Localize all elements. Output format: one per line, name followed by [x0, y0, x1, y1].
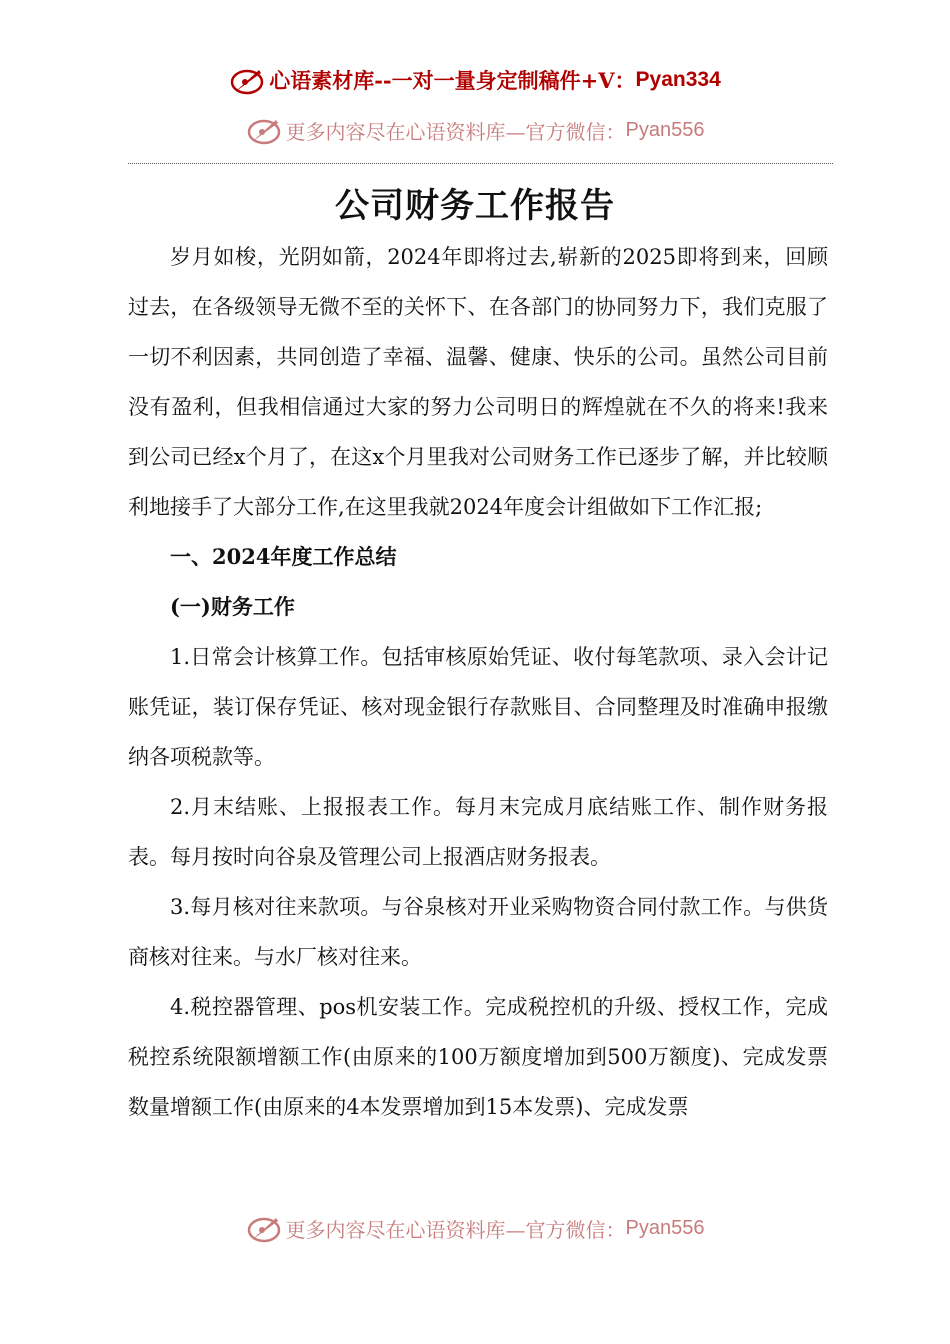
- quill-logo-icon: [246, 1212, 284, 1244]
- header-contact-id: Pyan334: [635, 68, 721, 91]
- footer-contact-id: Pyan556: [625, 1216, 705, 1239]
- quill-logo-icon: [246, 114, 284, 146]
- list-item: 1.日常会计核算工作。包括审核原始凭证、收付每笔款项、录入会计记账凭证，装订保存凭证、核对现金银行存款账目、合同整理及时准确申报缴纳各项税款等。: [128, 645, 828, 769]
- footer-watermark: [0, 1212, 950, 1244]
- list-item: 3.每月核对往来款项。与谷泉核对开业采购物资合同付款工作。与供货商核对往来。与水厂核对往来。: [128, 895, 828, 969]
- document-body: [128, 232, 828, 1132]
- header-banner: [0, 64, 950, 96]
- header-divider: [128, 163, 833, 164]
- document-title: 公司财务工作报告: [335, 186, 615, 226]
- footer-text: 更多内容尽在心语资料库—官方微信：: [285, 1217, 626, 1242]
- section-heading: 一、2024年度工作总结: [170, 544, 397, 569]
- header-text: 心语素材库--一对一量身定制稿件+V：: [269, 68, 636, 93]
- list-item: 4.税控器管理、pos机安装工作。完成税控机的升级、授权工作，完成税控系统限额增额工作(由原来的100万额度增加到500万额度)、完成发票数量增额工作(由原来的4本发票增加到15本发票)、完成发票: [128, 995, 828, 1119]
- list-item: 2.月末结账、上报报表工作。每月末完成月底结账工作、制作财务报表。每月按时向谷泉及管理公司上报酒店财务报表。: [128, 795, 828, 869]
- quill-logo-icon: [229, 64, 267, 96]
- intro-paragraph: 岁月如梭，光阴如箭，2024年即将过去,崭新的2025即将到来，回顾过去，在各级领导无微不至的关怀下、在各部门的协同努力下，我们克服了一切不利因素，共同创造了幸福、温馨、健康、快乐的公司。虽然公司目前没有盈利，但我相信通过大家的努力公司明日的辉煌就在不久的将来!我来到公司已经x个月了，在这x个月里我对公司财务工作已逐步了解，并比较顺利地接手了大部分工作,在这里我就2024年度会计组做如下工作汇报;: [128, 245, 828, 519]
- watermark-contact-id: Pyan556: [625, 118, 705, 141]
- subsection-heading: (一)财务工作: [170, 594, 295, 619]
- watermark-text: 更多内容尽在心语资料库—官方微信：: [285, 119, 626, 144]
- header-watermark: [0, 114, 950, 146]
